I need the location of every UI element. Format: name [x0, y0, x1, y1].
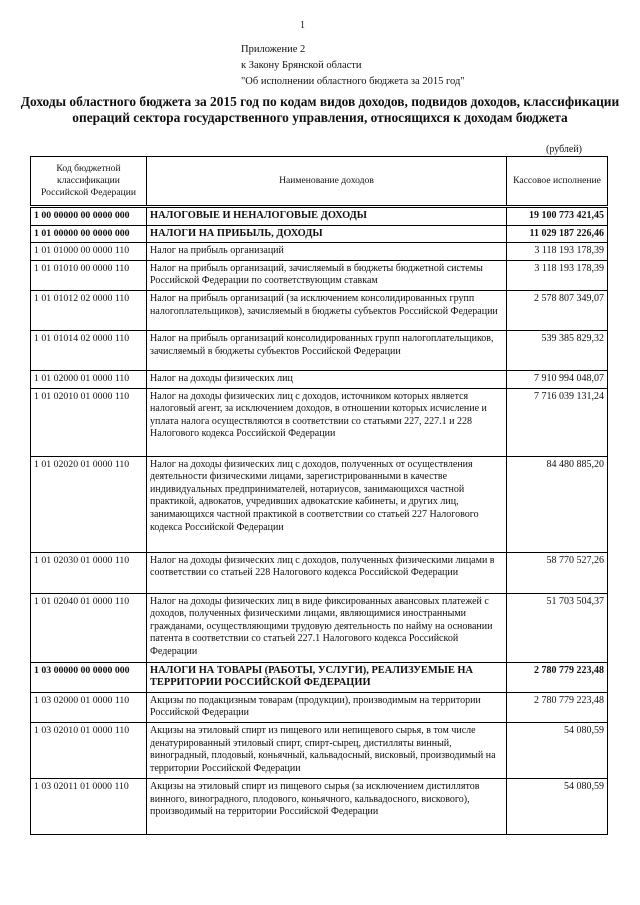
row-amount: 539 385 829,32	[507, 330, 608, 370]
appendix-line-1: Приложение 2	[241, 44, 306, 55]
table-row	[31, 330, 608, 370]
row-name: Акцизы на этиловый спирт из пищевого или непищевого сырья, в том числе денатурированный этиловый спирт, спирт-сырец, дистилляты винный, виноградный, плодовый, коньячный, кальвадосный, висковый, производимый на территории Российской Федерации	[147, 722, 507, 778]
table-row	[31, 243, 608, 261]
row-code: 1 00 00000 00 0000 000	[31, 207, 147, 226]
row-amount: 2 578 807 349,07	[507, 290, 608, 330]
row-amount: 51 703 504,37	[507, 593, 608, 662]
appendix-line-3: "Об исполнении областного бюджета за 2015 год"	[241, 76, 465, 87]
row-code: 1 01 01014 02 0000 110	[31, 330, 147, 370]
row-name: Налог на доходы физических лиц с доходов, источником которых является налоговый агент, за исключением доходов, в отношении которых исчисление и уплата налога осуществляются в соответствии со статьями 227, 227.1 и 228 Налогового кодекса Российской Федерации	[147, 388, 507, 456]
row-amount: 2 780 779 223,48	[507, 662, 608, 692]
row-amount: 54 080,59	[507, 778, 608, 834]
table-row	[31, 290, 608, 330]
row-name: НАЛОГИ НА ТОВАРЫ (РАБОТЫ, УСЛУГИ), РЕАЛИЗУЕМЫЕ НА ТЕРРИТОРИИ РОССИЙСКОЙ ФЕДЕРАЦИИ	[147, 662, 507, 692]
table-row	[31, 692, 608, 722]
row-code: 1 01 02040 01 0000 110	[31, 593, 147, 662]
row-code: 1 01 02030 01 0000 110	[31, 552, 147, 593]
row-amount: 11 029 187 226,46	[507, 225, 608, 243]
units-label: (рублей)	[546, 144, 583, 155]
row-name: Акцизы по подакцизным товарам (продукции), производимым на территории Российской Федерации	[147, 692, 507, 722]
row-code: 1 03 02010 01 0000 110	[31, 722, 147, 778]
table-row	[31, 552, 608, 593]
table-header-row	[31, 157, 608, 207]
row-code: 1 01 02020 01 0000 110	[31, 456, 147, 552]
table-row	[31, 593, 608, 662]
row-name: Налог на прибыль организаций консолидированных групп налогоплательщиков, зачисляемый в бюджеты субъектов Российской Федерации	[147, 330, 507, 370]
row-amount: 7 910 994 048,07	[507, 370, 608, 388]
row-amount: 58 770 527,26	[507, 552, 608, 593]
row-code: 1 01 01000 00 0000 110	[31, 243, 147, 261]
row-code: 1 01 02010 01 0000 110	[31, 388, 147, 456]
row-name: Налог на доходы физических лиц с доходов, полученных физическими лицами в соответствии со статьей 228 Налогового кодекса Российской Федерации	[147, 552, 507, 593]
row-name: Налог на прибыль организаций	[147, 243, 507, 261]
table-row	[31, 722, 608, 778]
table-row	[31, 207, 608, 226]
table-row	[31, 370, 608, 388]
row-amount: 7 716 039 131,24	[507, 388, 608, 456]
table-row	[31, 778, 608, 834]
row-amount: 19 100 773 421,45	[507, 207, 608, 226]
row-name: НАЛОГИ НА ПРИБЫЛЬ, ДОХОДЫ	[147, 225, 507, 243]
row-code: 1 03 00000 00 0000 000	[31, 662, 147, 692]
row-name: Налог на доходы физических лиц в виде фиксированных авансовых платежей с доходов, полученных физическими лицами, являющимися иностранными гражданами, осуществляющими трудовую деятельность по найму на основании патента в соответствии со статьей 227.1 Налогового кодекса Российской Федерации	[147, 593, 507, 662]
document-title: Доходы областного бюджета за 2015 год по кодам видов доходов, подвидов доходов, классификации операций сектора государственного управления, относящихся к доходам бюджета	[20, 94, 620, 125]
row-amount: 84 480 885,20	[507, 456, 608, 552]
row-code: 1 01 01012 02 0000 110	[31, 290, 147, 330]
row-amount: 3 118 193 178,39	[507, 243, 608, 261]
table-row	[31, 662, 608, 692]
row-name: Налог на доходы физических лиц с доходов, полученных от осуществления деятельности физическими лицами, зарегистрированными в качестве индивидуальных предпринимателей, нотариусов, занимающихся частной практикой, адвокатов, учредивших адвокатские кабинеты, и других лиц, занимающихся частной практикой в соответствии со статьей 227 Налогового кодекса Российской Федерации	[147, 456, 507, 552]
row-name: Акцизы на этиловый спирт из пищевого сырья (за исключением дистиллятов винного, виноградного, плодового, коньячного, кальвадосного, вискового), производимый на территории Российской Федерации	[147, 778, 507, 834]
row-code: 1 01 02000 01 0000 110	[31, 370, 147, 388]
header-name: Наименование доходов	[147, 157, 507, 207]
row-amount: 2 780 779 223,48	[507, 692, 608, 722]
row-amount: 3 118 193 178,39	[507, 260, 608, 290]
table-body	[31, 207, 608, 835]
revenue-table	[30, 156, 608, 835]
row-name: Налог на прибыль организаций (за исключением консолидированных групп налогоплательщиков), зачисляемый в бюджеты субъектов Российской Федерации	[147, 290, 507, 330]
row-code: 1 03 02000 01 0000 110	[31, 692, 147, 722]
appendix-note	[241, 42, 465, 90]
appendix-line-2: к Закону Брянской области	[241, 60, 362, 71]
header-amount: Кассовое исполнение	[507, 157, 608, 207]
row-code: 1 03 02011 01 0000 110	[31, 778, 147, 834]
row-name: Налог на прибыль организаций, зачисляемый в бюджеты бюджетной системы Российской Федерации по соответствующим ставкам	[147, 260, 507, 290]
row-code: 1 01 00000 00 0000 000	[31, 225, 147, 243]
table-row	[31, 388, 608, 456]
row-code: 1 01 01010 00 0000 110	[31, 260, 147, 290]
header-code: Код бюджетной классификации Российской Федерации	[31, 157, 147, 207]
row-amount: 54 080,59	[507, 722, 608, 778]
row-name: НАЛОГОВЫЕ И НЕНАЛОГОВЫЕ ДОХОДЫ	[147, 207, 507, 226]
table-row	[31, 225, 608, 243]
page-number: 1	[300, 20, 305, 31]
row-name: Налог на доходы физических лиц	[147, 370, 507, 388]
table-row	[31, 456, 608, 552]
table-row	[31, 260, 608, 290]
